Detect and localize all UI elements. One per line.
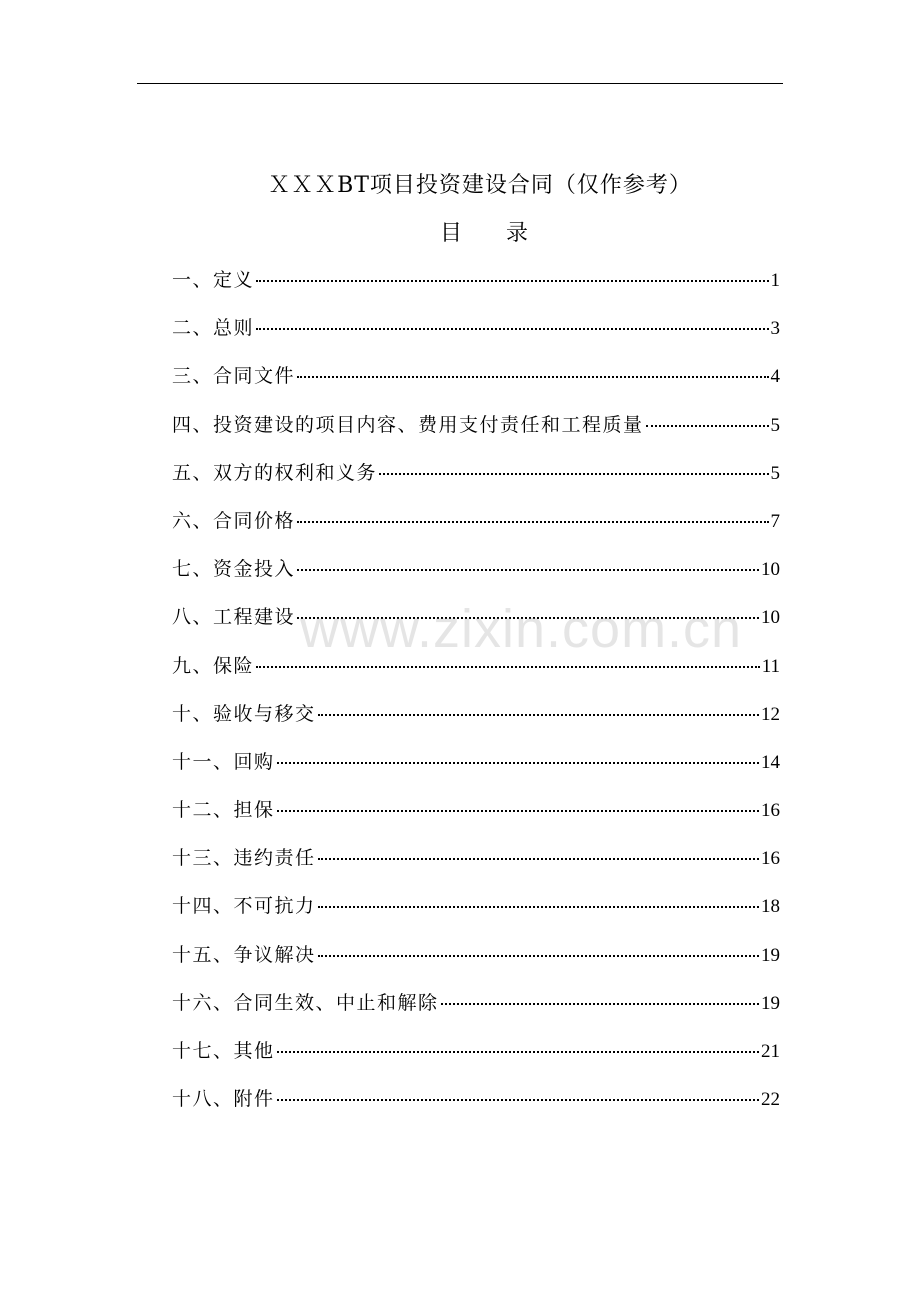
toc-dot-leader (379, 473, 768, 475)
toc-entry[interactable] (172, 744, 780, 792)
toc-entry-page: 18 (761, 896, 780, 918)
toc-dot-leader (256, 666, 760, 668)
toc-entry[interactable] (172, 648, 780, 696)
toc-entry-page: 11 (761, 655, 780, 677)
toc-entry[interactable] (172, 696, 780, 744)
toc-entry-label: 三、合同文件 (172, 365, 296, 388)
toc-entry[interactable] (172, 262, 780, 310)
toc-entry-label: 一、定义 (172, 269, 255, 291)
toc-entry[interactable] (172, 599, 780, 647)
toc-entry-label: 六、合同价格 (172, 509, 296, 532)
toc-dot-leader (441, 1003, 759, 1005)
toc-entry-page: 22 (761, 1089, 780, 1111)
toc-dot-leader (297, 376, 768, 378)
toc-dot-leader (646, 425, 769, 427)
toc-entry[interactable] (172, 503, 780, 551)
toc-entry-label: 五、双方的权利和义务 (172, 461, 378, 484)
toc-entry-page: 16 (761, 800, 780, 822)
toc-entry-page: 19 (761, 944, 780, 966)
toc-dot-leader (277, 1051, 759, 1053)
toc-entry-label: 十、验收与移交 (172, 702, 316, 725)
toc-entry-label: 十一、回购 (172, 750, 275, 773)
toc-entry-page: 1 (770, 270, 780, 291)
toc-entry-label: 四、投资建设的项目内容、费用支付责任和工程质量 (172, 413, 644, 436)
toc-entry-label: 八、工程建设 (172, 606, 296, 629)
toc-entry-page: 7 (770, 510, 780, 532)
toc-dot-leader (297, 521, 768, 523)
toc-entry-label: 十五、争议解决 (172, 943, 316, 966)
toc-entry-label: 二、总则 (172, 317, 255, 340)
toc-entry-page: 3 (770, 318, 780, 340)
toc-dot-leader (318, 906, 759, 908)
toc-entry-page: 12 (761, 703, 780, 725)
header-rule (137, 83, 783, 84)
toc-dot-leader (277, 762, 759, 764)
toc-dot-leader (277, 1099, 759, 1101)
toc-dot-leader (297, 569, 759, 571)
toc-entry-page: 5 (770, 414, 780, 436)
toc-dot-leader (318, 955, 759, 957)
document-title: ＸＸＸBT项目投资建设合同（仅作参考） (268, 173, 692, 198)
toc-entry-page: 4 (770, 366, 780, 388)
toc-entry[interactable] (172, 985, 780, 1033)
toc-dot-leader (256, 328, 768, 330)
toc-entry[interactable] (172, 455, 780, 503)
toc-entry[interactable] (172, 310, 780, 358)
toc-entry-label: 十七、其他 (172, 1040, 275, 1062)
toc-entry-label: 十四、不可抗力 (172, 895, 316, 918)
toc-entry[interactable] (172, 407, 780, 455)
toc-entry-page: 10 (761, 559, 780, 581)
toc-entry-page: 19 (761, 992, 780, 1014)
watermark: www.zixin.com.cn (300, 599, 743, 659)
toc-heading: 目 录 (439, 221, 528, 246)
toc-entry-label: 十六、合同生效、中止和解除 (172, 991, 439, 1014)
toc-entry-page: 14 (761, 751, 780, 773)
toc-dot-leader (318, 714, 759, 716)
toc-entry[interactable] (172, 551, 780, 599)
toc-entry-page: 5 (770, 462, 780, 484)
toc-dot-leader (277, 810, 759, 812)
toc-entry[interactable] (172, 1081, 780, 1129)
toc-entry-page: 16 (761, 848, 780, 870)
toc-entry-label: 九、保险 (172, 654, 255, 677)
toc-entry[interactable] (172, 792, 780, 840)
table-of-contents (172, 262, 780, 1129)
toc-entry[interactable] (172, 358, 780, 406)
toc-entry-label: 十八、附件 (172, 1088, 275, 1111)
toc-entry[interactable] (172, 840, 780, 888)
toc-entry[interactable] (172, 1033, 780, 1081)
toc-entry-page: 10 (761, 607, 780, 629)
toc-entry-label: 十二、担保 (172, 799, 275, 822)
toc-entry-label: 十三、违约责任 (172, 847, 316, 870)
toc-dot-leader (256, 280, 768, 282)
toc-entry-page: 21 (761, 1041, 780, 1062)
toc-entry[interactable] (172, 888, 780, 936)
toc-dot-leader (318, 858, 759, 860)
toc-entry-label: 七、资金投入 (172, 558, 296, 581)
toc-entry[interactable] (172, 937, 780, 985)
toc-dot-leader (297, 617, 759, 619)
